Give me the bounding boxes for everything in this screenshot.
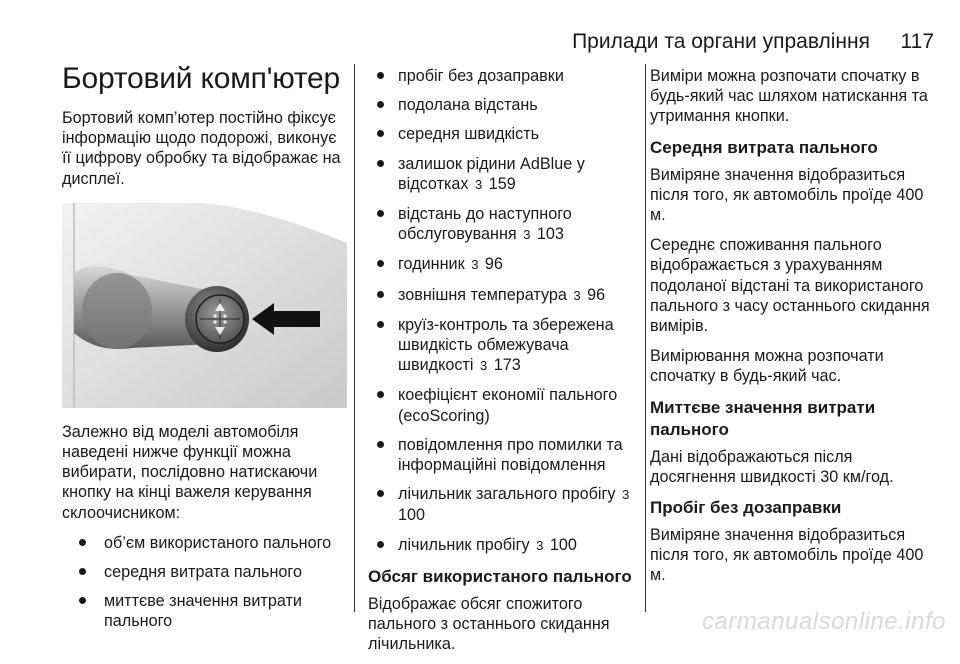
list-item: середня витрата пального bbox=[62, 562, 347, 582]
column-divider bbox=[645, 64, 646, 612]
list-item: середня швидкість bbox=[368, 124, 638, 144]
list-item: подолана відстань bbox=[368, 95, 638, 115]
list-item: лічильник загального пробігу 3 100 bbox=[368, 484, 638, 525]
average-consumption-text-1: Виміряне значення відобразиться після того, як автомобіль проїде 400 м. bbox=[650, 165, 924, 225]
instant-consumption-text: Дані відображаються після досягнення швидкості 30 км/год. bbox=[650, 447, 894, 486]
page-reference: 100 bbox=[398, 506, 426, 525]
bullet-icon bbox=[79, 568, 86, 575]
list-item: залишок рідини AdBlue у відсотках 3 159 bbox=[368, 154, 638, 195]
stalk-figure bbox=[62, 203, 347, 408]
reset-text: Виміри можна розпочати спочатку в будь-який час шляхом натискання та утримання кнопки. bbox=[650, 67, 928, 126]
bullet-icon bbox=[377, 260, 384, 267]
running-head bbox=[0, 26, 960, 56]
bullet-icon bbox=[79, 539, 86, 546]
page-reference: 159 bbox=[488, 174, 516, 193]
average-consumption-text-2: Середнє споживання пального відображається з урахуванням подоланої відстані та використаного пального з часу останнього скидання вимірів. bbox=[650, 236, 930, 336]
intro-paragraph: Бортовий комп’ютер постійно фіксує інформацію щодо подорожі, виконує її цифрову обробку та відображає на дисплеї. bbox=[62, 109, 341, 188]
bullet-icon bbox=[377, 160, 384, 167]
column-middle bbox=[368, 66, 638, 664]
list-item: коефіцієнт економії пального (ecoScoring) bbox=[368, 385, 638, 425]
page-number: 117 bbox=[900, 30, 934, 53]
page-reference-icon: 3 bbox=[523, 227, 531, 243]
page-reference: 103 bbox=[536, 225, 564, 244]
section-heading-instant-consumption: Миттєве значення витрати пального bbox=[650, 397, 876, 439]
bullet-icon bbox=[377, 541, 384, 548]
function-selection-text: Залежно від моделі автомобіля наведені нижче функції можна вибирати, послідовно натискаючи кнопку на кінці важеля керування склоочисником: bbox=[62, 422, 318, 522]
page-reference: 96 bbox=[587, 285, 606, 304]
range-text: Виміряне значення відобразиться після того, як автомобіль проїде 400 м. bbox=[650, 526, 924, 585]
list-item: пробіг без дозаправки bbox=[368, 66, 638, 86]
list-item: відстань до наступного обслуговування 3 103 bbox=[368, 204, 638, 245]
page-reference-icon: 3 bbox=[621, 487, 630, 503]
column-left bbox=[62, 108, 347, 641]
steering-stalk-icon bbox=[62, 203, 347, 408]
bullet-icon bbox=[377, 130, 384, 137]
list-item: годинник 3 96 bbox=[368, 254, 638, 275]
bullet-icon bbox=[377, 72, 384, 79]
page-reference-icon: 3 bbox=[475, 176, 483, 192]
page-reference: 173 bbox=[493, 356, 521, 375]
bullet-icon bbox=[79, 597, 86, 604]
list-item: повідомлення про помилки та інформаційні повідомлення bbox=[368, 435, 638, 475]
bullet-icon bbox=[377, 490, 384, 497]
column-right bbox=[650, 66, 935, 596]
list-item: лічильник пробігу 3 100 bbox=[368, 535, 638, 556]
section-heading-range: Пробіг без дозаправки bbox=[650, 498, 842, 518]
page-reference-icon: 3 bbox=[471, 257, 479, 273]
page-reference-icon: 3 bbox=[536, 537, 544, 553]
page-reference-icon: 3 bbox=[573, 287, 581, 303]
bullet-icon bbox=[377, 321, 384, 328]
bullet-icon bbox=[377, 210, 384, 217]
average-consumption-text-3: Вимірювання можна розпочати спочатку в будь-який час. bbox=[650, 347, 884, 386]
bullet-icon bbox=[377, 441, 384, 448]
section-text-fuel-used: Відображає обсяг спожитого пального з останнього скидання лічильника. bbox=[368, 594, 610, 654]
bullet-icon bbox=[377, 391, 384, 398]
list-item: зовнішня температура 3 96 bbox=[368, 285, 638, 306]
bullet-icon bbox=[377, 291, 384, 298]
function-list-continued bbox=[368, 66, 638, 556]
column-divider bbox=[354, 64, 355, 612]
bullet-icon bbox=[377, 101, 384, 108]
page-reference-icon: 3 bbox=[479, 358, 488, 374]
section-heading-average-consumption: Середня витрата пального bbox=[650, 137, 878, 157]
page-reference: 96 bbox=[484, 255, 503, 274]
list-item: миттєве значення витрати пального bbox=[62, 591, 347, 631]
function-list bbox=[62, 533, 347, 632]
watermark: carmanualsonline.info bbox=[702, 608, 946, 635]
section-heading-fuel-used: Обсяг використаного пального bbox=[368, 566, 632, 586]
running-title: Прилади та органи управління bbox=[572, 30, 870, 53]
chapter-title: Бортовий комп'ютер bbox=[62, 62, 341, 95]
list-item: об’єм використаного пального bbox=[62, 533, 347, 553]
page-reference: 100 bbox=[549, 535, 577, 554]
list-item: круїз-контроль та збережена швидкість обмежувача швидкості 3 173 bbox=[368, 315, 638, 377]
